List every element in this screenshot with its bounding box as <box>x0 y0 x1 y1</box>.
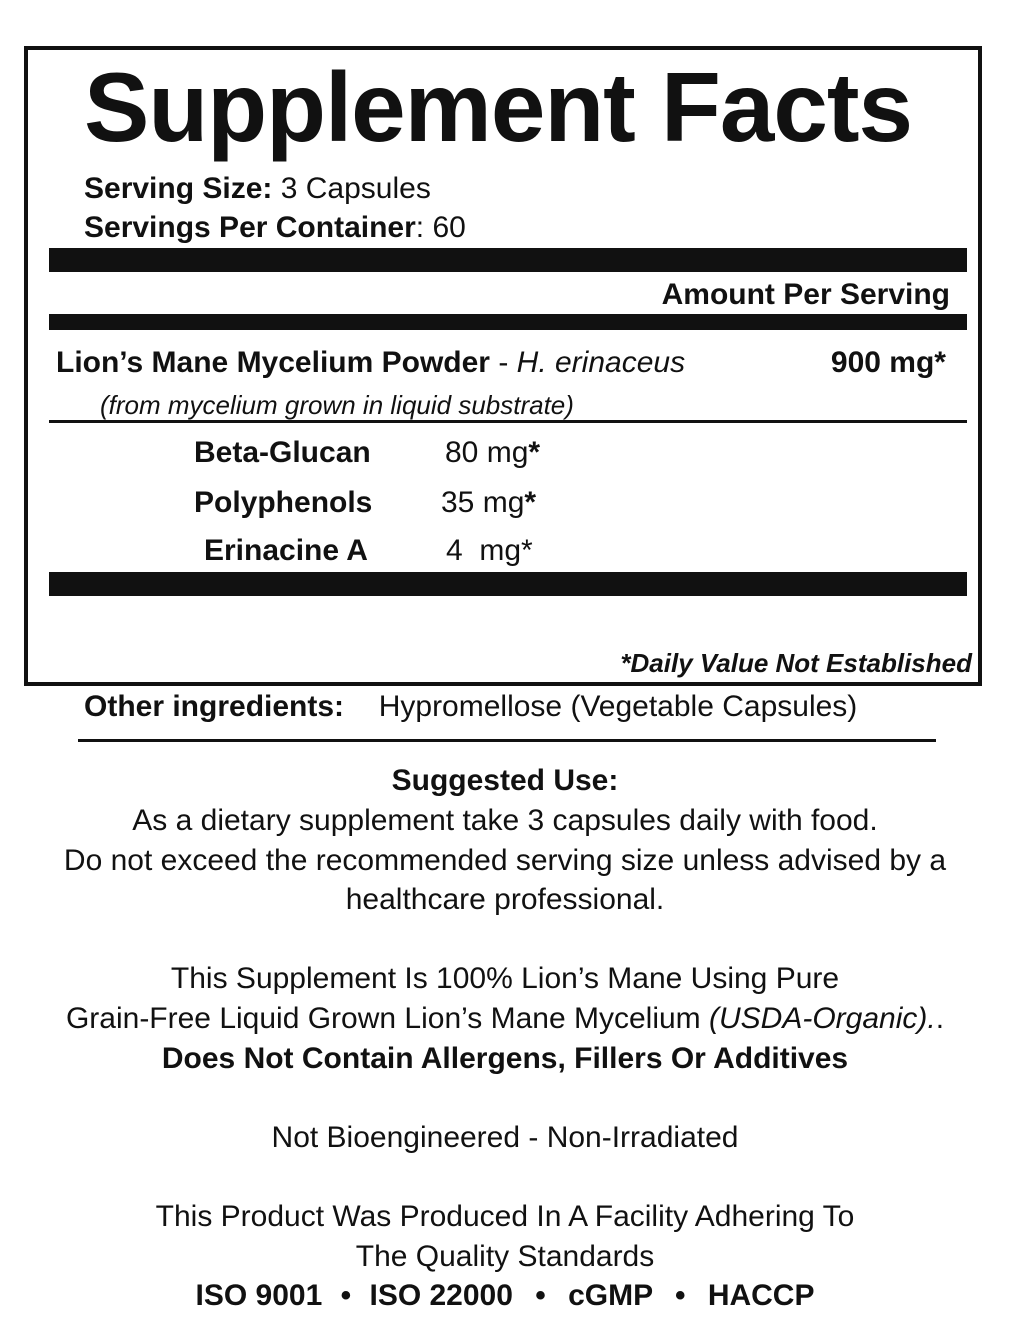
serving-size-value: 3 Capsules <box>280 172 431 205</box>
suggested-use-line: healthcare professional. <box>345 883 665 916</box>
other-ingredients <box>84 690 857 724</box>
serving-size-label: Serving Size: <box>84 172 273 205</box>
purity-line: This Supplement Is 100% Lion’s Mane Using Pure <box>170 962 840 995</box>
main-ingredient-name: Lion’s Mane Mycelium Powder <box>56 346 490 379</box>
standard-badge: cGMP <box>568 1279 653 1312</box>
servings-value: : 60 <box>415 211 466 244</box>
servings-label: Servings Per Container <box>84 211 416 244</box>
thick-divider-bottom <box>49 572 967 596</box>
claims-line: Not Bioengineered - Non-Irradiated <box>271 1121 739 1154</box>
facility-line: The Quality Standards <box>355 1240 655 1273</box>
supplement-facts-panel <box>24 46 982 686</box>
thin-divider <box>49 420 967 423</box>
main-ingredient-separator: - <box>489 346 517 379</box>
medium-divider <box>49 314 967 330</box>
servings-per-container <box>84 211 466 245</box>
sub-ingredient-name: Polyphenols <box>194 486 373 519</box>
sub-ingredient-name: Erinacine A <box>204 534 368 567</box>
serving-size <box>84 172 431 206</box>
standard-badge: ISO 22000 <box>369 1279 513 1312</box>
daily-value-footnote: *Daily Value Not Established <box>620 648 972 678</box>
main-ingredient-note: (from mycelium grown in liquid substrate) <box>100 390 574 420</box>
quality-standards <box>0 1279 1010 1313</box>
standard-badge: ISO 9001 <box>195 1279 323 1312</box>
other-ingredients-value: Hypromellose (Vegetable Capsules) <box>378 690 858 723</box>
section-divider <box>78 739 936 742</box>
standard-badge: HACCP <box>707 1279 815 1312</box>
purity-line: Grain-Free Liquid Grown Lion’s Mane Mycelium (USDA-Organic).. <box>65 1002 945 1035</box>
main-ingredient <box>56 346 685 380</box>
allergen-statement: Does Not Contain Allergens, Fillers Or Additives <box>161 1042 849 1075</box>
panel-title: Supplement Facts <box>84 52 913 162</box>
suggested-use-line: Do not exceed the recommended serving size unless advised by a <box>63 844 947 877</box>
sub-ingredient-amount: 35 mg* <box>441 486 537 519</box>
suggested-use-line: As a dietary supplement take 3 capsules daily with food. <box>132 804 878 837</box>
bullet-separator: • <box>535 1279 546 1312</box>
bullet-separator: • <box>674 1279 686 1312</box>
main-ingredient-amount: 900 mg* <box>830 346 946 379</box>
sub-ingredient-name: Beta-Glucan <box>194 436 371 469</box>
main-ingredient-species: H. erinaceus <box>516 346 686 379</box>
amount-per-serving-header: Amount Per Serving <box>661 278 950 311</box>
suggested-use-heading: Suggested Use: <box>391 764 619 797</box>
thick-divider <box>49 248 967 272</box>
other-ingredients-label: Other ingredients: <box>84 690 345 723</box>
sub-ingredient-amount: 80 mg* <box>445 436 541 469</box>
facility-line: This Product Was Produced In A Facility Adhering To <box>155 1200 855 1233</box>
sub-ingredient-amount: 4 mg* <box>446 534 533 567</box>
bullet-separator: • <box>340 1279 352 1312</box>
